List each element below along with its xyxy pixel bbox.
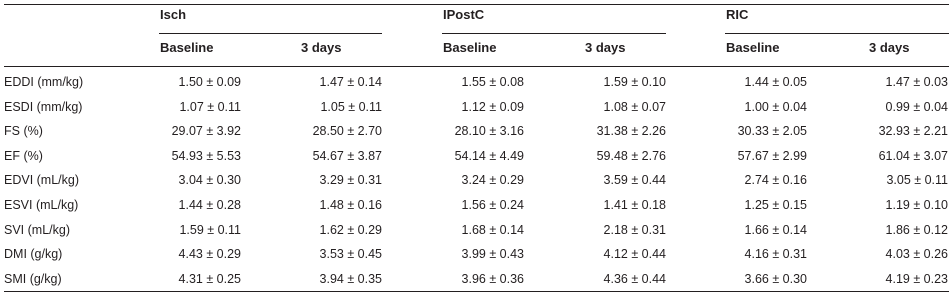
row-label: DMI (g/kg) [4,247,63,261]
row-label: ESVI (mL/kg) [4,198,79,212]
ric-group-rule [725,33,949,34]
table-cell: 1.25 ± 0.15 [744,198,807,212]
subheader-isch-baseline: Baseline [160,40,214,55]
row-label: FS (%) [4,124,43,138]
row-label: EDVI (mL/kg) [4,173,80,187]
table-cell: 3.53 ± 0.45 [319,247,382,261]
table-cell: 1.55 ± 0.08 [461,75,524,89]
table-cell: 1.19 ± 0.10 [885,198,948,212]
table-cell: 1.12 ± 0.09 [461,100,524,114]
group-header-ipostc: IPostC [443,7,485,22]
table-cell: 54.93 ± 5.53 [171,149,241,163]
ipostc-group-rule [442,33,666,34]
table-cell: 3.96 ± 0.36 [461,272,524,286]
table-cell: 3.59 ± 0.44 [603,173,666,187]
table-cell: 1.07 ± 0.11 [179,100,241,114]
table-cell: 3.24 ± 0.29 [461,173,524,187]
subheader-isch-3days: 3 days [301,40,342,55]
table-cell: 3.05 ± 0.11 [886,173,948,187]
table-cell: 59.48 ± 2.76 [596,149,666,163]
table-cell: 1.62 ± 0.29 [319,223,382,237]
table-cell: 2.18 ± 0.31 [603,223,666,237]
table-cell: 4.03 ± 0.26 [885,247,948,261]
table-cell: 61.04 ± 3.07 [878,149,948,163]
row-label: EF (%) [4,149,43,163]
table-cell: 3.29 ± 0.31 [319,173,382,187]
table-cell: 4.43 ± 0.29 [178,247,241,261]
table-cell: 3.66 ± 0.30 [744,272,807,286]
subheader-ric-3days: 3 days [869,40,910,55]
subheader-ric-baseline: Baseline [726,40,780,55]
table-cell: 1.47 ± 0.14 [319,75,382,89]
table-cell: 4.19 ± 0.23 [885,272,948,286]
table-cell: 57.67 ± 2.99 [737,149,807,163]
table-cell: 1.44 ± 0.05 [744,75,807,89]
row-label: SVI (mL/kg) [4,223,70,237]
table-cell: 3.04 ± 0.30 [178,173,241,187]
table-cell: 1.41 ± 0.18 [603,198,666,212]
table-cell: 4.16 ± 0.31 [744,247,807,261]
bottom-rule [4,291,949,292]
isch-group-rule [159,33,382,34]
group-header-isch: Isch [160,7,187,22]
table-cell: 0.99 ± 0.04 [885,100,948,114]
table-cell: 3.99 ± 0.43 [461,247,524,261]
subheader-ipostc-3days: 3 days [585,40,626,55]
table-cell: 1.56 ± 0.24 [461,198,524,212]
table-cell: 54.67 ± 3.87 [312,149,382,163]
subheader-ipostc-baseline: Baseline [443,40,497,55]
table-cell: 1.59 ± 0.10 [603,75,666,89]
table-cell: 1.05 ± 0.11 [320,100,382,114]
table-cell: 1.68 ± 0.14 [461,223,524,237]
table-cell: 1.50 ± 0.09 [178,75,241,89]
table-cell: 1.48 ± 0.16 [319,198,382,212]
table-cell: 54.14 ± 4.49 [454,149,524,163]
table-cell: 1.44 ± 0.28 [178,198,241,212]
row-label: SMI (g/kg) [4,272,62,286]
table-cell: 30.33 ± 2.05 [737,124,807,138]
table-cell: 1.00 ± 0.04 [744,100,807,114]
table-cell: 1.59 ± 0.11 [179,223,241,237]
table-cell: 3.94 ± 0.35 [319,272,382,286]
top-rule [4,4,949,5]
table-cell: 2.74 ± 0.16 [744,173,807,187]
table-cell: 4.12 ± 0.44 [603,247,666,261]
table-cell: 1.08 ± 0.07 [603,100,666,114]
table-cell: 4.31 ± 0.25 [178,272,241,286]
table-cell: 28.50 ± 2.70 [312,124,382,138]
row-label: EDDI (mm/kg) [4,75,84,89]
table-cell: 29.07 ± 3.92 [171,124,241,138]
table-cell: 4.36 ± 0.44 [603,272,666,286]
header-rule [4,66,949,67]
table-cell: 32.93 ± 2.21 [878,124,948,138]
table-cell: 31.38 ± 2.26 [596,124,666,138]
row-label: ESDI (mm/kg) [4,100,83,114]
table-cell: 28.10 ± 3.16 [454,124,524,138]
group-header-ric: RIC [726,7,749,22]
table-cell: 1.66 ± 0.14 [744,223,807,237]
table-cell: 1.47 ± 0.03 [885,75,948,89]
table-cell: 1.86 ± 0.12 [885,223,948,237]
